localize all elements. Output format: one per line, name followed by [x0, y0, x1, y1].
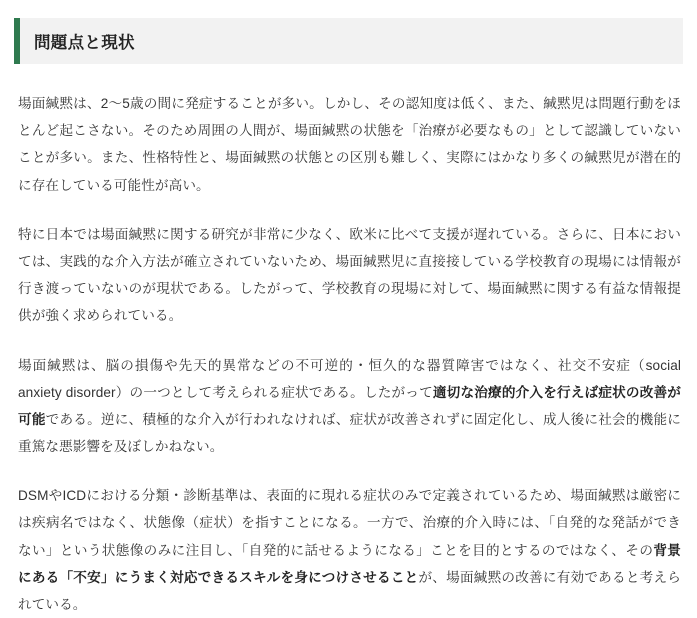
- paragraph: 特に日本では場面緘黙に関する研究が非常に少なく、欧米に比べて支援が遅れている。さらに、日本においては、実践的な介入方法が確立されていないため、場面緘黙児に直接接している学校教育の現場には情報が行き渡っていないのが現状である。したがって、学校教育の現場に対して、場面緘黙に関する有益な情報提供が強く求められている。: [18, 226, 681, 324]
- paragraph: 場面緘黙は、2〜5歳の間に発症することが多い。しかし、その認知度は低く、また、緘黙児は問題行動をほとんど起こさない。そのため周囲の人間が、場面緘黙の状態を「治療が必要なもの」として認識していないことが多い。また、性格特性と、場面緘黙の状態との区別も難しく、実際にはかなり多くの緘黙児が潜在的に存在している可能性が高い。: [18, 96, 681, 193]
- document-page: [0, 18, 697, 618]
- paragraph: 場面緘黙は、脳の損傷や先天的異常などの不可逆的・恒久的な器質障害ではなく、社交不安症（social anxiety disorder）の一つとして考えられる症状である。したがって適切な治療的介入を行えば症状の改善が可能である。逆に、積極的な介入が行われなければ、症状が改善されずに固定化し、成人後に社会的機能に重篤な悪影響を及ぼしかねない。: [18, 357, 681, 455]
- article-body: [0, 90, 697, 618]
- paragraph: DSMやICDにおける分類・診断基準は、表面的に現れる症状のみで定義されているため、場面緘黙は厳密には疾病名ではなく、状態像（症状）を指すことになる。一方で、治療的介入時には、「自発的な発話ができない」という状態像のみに注目し、「自発的に話せるようになる」ことを目的とするのではなく、その背景にある「不安」にうまく対応できるスキルを身につけさせることが、場面緘黙の改善に有効であると考えられている。: [18, 488, 682, 612]
- page-title: 問題点と現状: [14, 18, 683, 64]
